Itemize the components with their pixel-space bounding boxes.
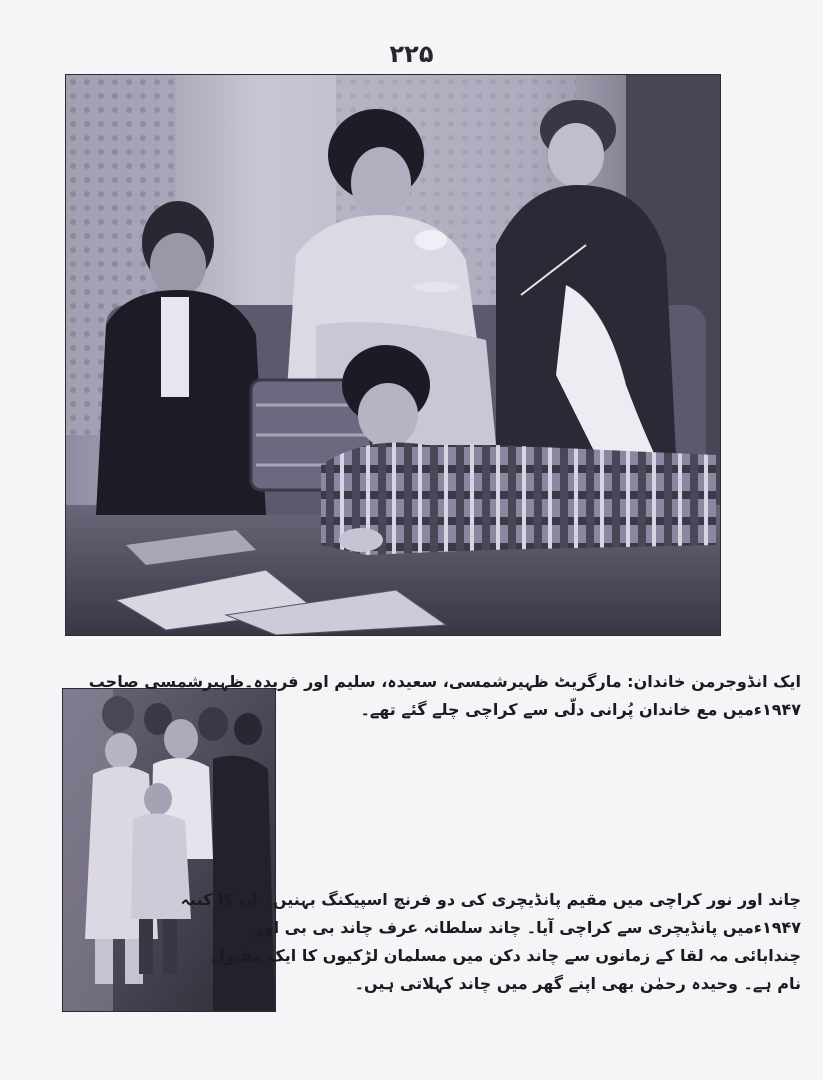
caption-line: ۱۹۴۷ءمیں مع خاندان پُرانی دلّی سے کراچی چلے گئے تھے۔ bbox=[360, 700, 801, 719]
caption-family bbox=[88, 668, 801, 724]
caption-line: چندابائی مہ لقا کے زمانوں سے چاند دکن میں مسلمان لڑکیوں کا ایک مقبول bbox=[210, 946, 801, 965]
caption-line: ایک انڈوجرمن خاندان: مارگریٹ ظہیرشمسی، سعیدہ، سلیم اور فریدہ۔ظہیرشمسی صاحب bbox=[88, 672, 801, 691]
caption-line: ۱۹۴۷ءمیں پانڈیچری سے کراچی آیا۔ چاند سلطانہ عرف چاند بی بی اور bbox=[254, 918, 801, 937]
caption-sisters bbox=[180, 886, 801, 998]
caption-line: نام ہے۔ وحیدہ رحمٰن بھی اپنے گھر میں چاند کہلاتی ہیں۔ bbox=[354, 974, 801, 993]
page-number: ۲۲۵ bbox=[389, 40, 434, 68]
family-group-photo-icon bbox=[66, 75, 720, 635]
family-photo bbox=[65, 74, 721, 636]
caption-line: چاند اور نور کراچی میں مقیم پانڈیچری کی دو فرنچ اسپیکنگ بہنیں۔ ان کا کنبہ bbox=[180, 890, 801, 909]
